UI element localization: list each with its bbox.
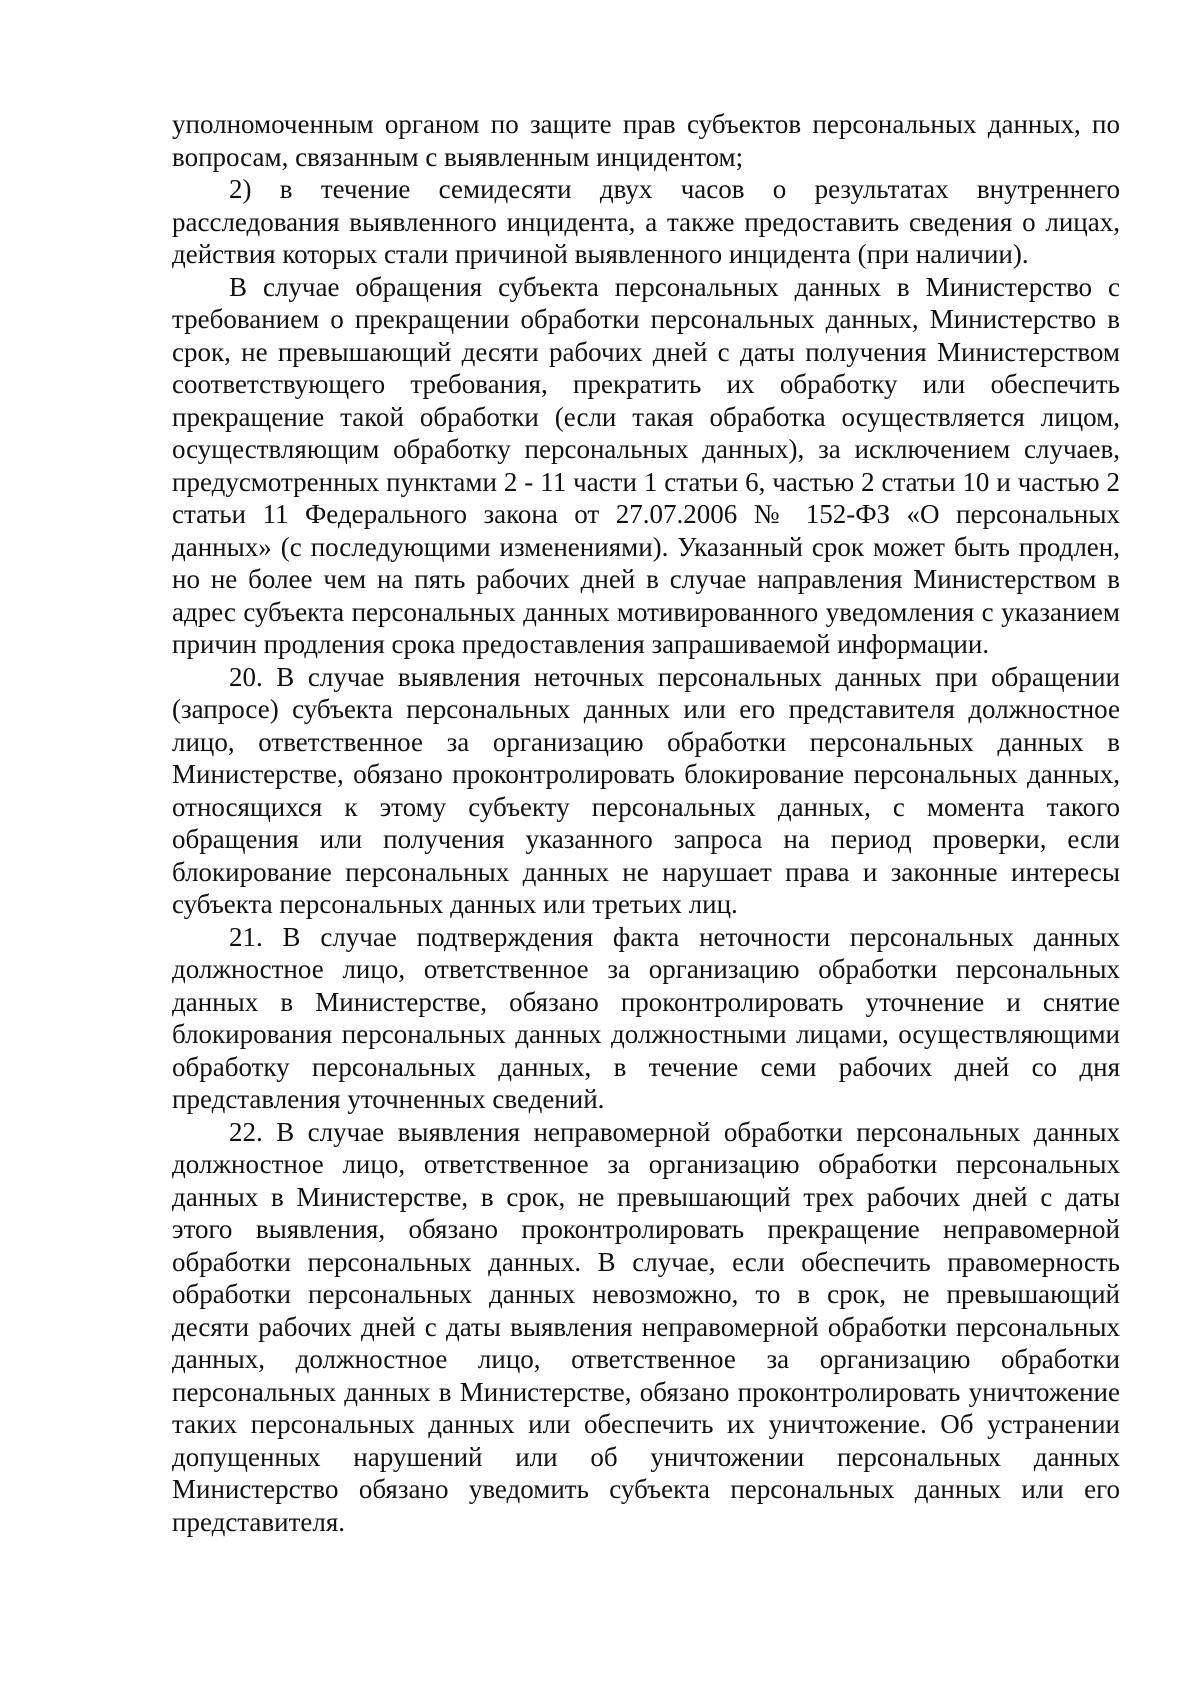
paragraph-22: 22. В случае выявления неправомерной обработки персональных данных должностное лицо, ответственное за организацию обработки персональных данных в Министерстве, в срок, не превышающий трех рабочих дней с даты этого выявления, обязано проконтролировать прекращение неправомерной обработки персональных данных. В случае, если обеспечить правомерность обработки персональных данных невозможно, то в срок, не превышающий десяти рабочих дней с даты выявления неправомерной обработки персональных данных, должностное лицо, ответственное за организацию обработки персональных данных в Министерстве, обязано проконтролировать уничтожение таких персональных данных или обеспечить их уничтожение. Об устранении допущенных нарушений или об уничтожении персональных данных Министерство обязано уведомить субъекта персональных данных или его представителя.: [172, 1116, 1120, 1537]
document-body: [172, 108, 1120, 1538]
paragraph-item-2: 2) в течение семидесяти двух часов о результатах внутреннего расследования выявленного инцидента, а также предоставить сведения о лицах, действия которых стали причиной выявленного инцидента (при наличии).: [172, 174, 1120, 269]
paragraph-termination-request: В случае обращения субъекта персональных данных в Министерство с требованием о прекращении обработки персональных данных, Министерство в срок, не превышающий десяти рабочих дней с даты получения Министерством соответствующего требования, прекратить их обработку или обеспечить прекращение такой обработки (если такая обработка осуществляется лицом, осуществляющим обработку персональных данных), за исключением случаев, предусмотренных пунктами 2 - 11 части 1 статьи 6, частью 2 статьи 10 и частью 2 статьи 11 Федерального закона от 27.07.2006 № 152-ФЗ «О персональных данных» (с последующими изменениями). Указанный срок может быть продлен, но не более чем на пять рабочих дней в случае направления Министерством в адрес субъекта персональных данных мотивированного уведомления с указанием причин продления срока предоставления запрашиваемой информации.: [172, 271, 1120, 659]
paragraph-21: 21. В случае подтверждения факта неточности персональных данных должностное лицо, ответственное за организацию обработки персональных данных в Министерстве, обязано проконтролировать уточнение и снятие блокирования персональных данных должностными лицами, осуществляющими обработку персональных данных, в течение семи рабочих дней со дня представления уточненных сведений.: [172, 921, 1120, 1114]
paragraph-continuation: уполномоченным органом по защите прав субъектов персональных данных, по вопросам, связанным с выявленным инцидентом;: [172, 109, 1120, 172]
paragraph-20: 20. В случае выявления неточных персональных данных при обращении (запросе) субъекта персональных данных или его представителя должностное лицо, ответственное за организацию обработки персональных данных в Министерстве, обязано проконтролировать блокирование персональных данных, относящихся к этому субъекту персональных данных, с момента такого обращения или получения указанного запроса на период проверки, если блокирование персональных данных не нарушает права и законные интересы субъекта персональных данных или третьих лиц.: [172, 661, 1120, 919]
